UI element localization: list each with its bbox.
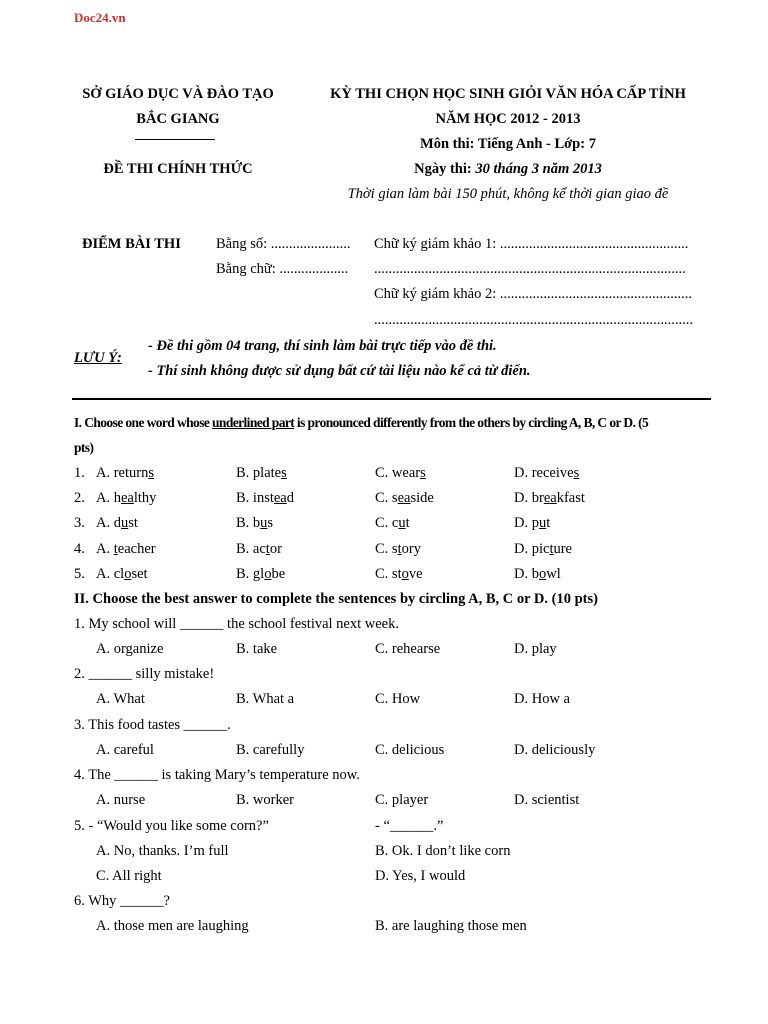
- phonetics-q4-option-d[interactable]: [514, 541, 572, 558]
- q3-option-b[interactable]: B. carefully: [236, 742, 305, 758]
- option-underlined-part: s: [420, 465, 426, 481]
- q6-stem: 6. Why ______?: [74, 893, 170, 909]
- phonetics-q1-option-b[interactable]: [236, 465, 287, 482]
- q4-option-a[interactable]: A. nurse: [96, 792, 146, 808]
- province-name: BẮC GIANG: [136, 111, 220, 127]
- q4-option-d[interactable]: D. scientist: [514, 792, 580, 808]
- option-text-pre: D. b: [514, 566, 539, 582]
- option-text-post: be: [271, 566, 286, 582]
- examiner1-signature-cont: ......................................................................................: [374, 261, 686, 277]
- official-exam-label: ĐỀ THI CHÍNH THỨC: [103, 161, 253, 177]
- option-text-pre: C. st: [375, 566, 402, 582]
- option-underlined-part: ea: [273, 490, 287, 506]
- q5-option-d[interactable]: D. Yes, I would: [375, 868, 466, 884]
- q3-option-d[interactable]: D. deliciously: [514, 742, 596, 758]
- option-text-post: st: [128, 515, 138, 531]
- score-words-field: Bằng chữ: ...................: [216, 261, 349, 277]
- option-underlined-part: t: [397, 541, 402, 557]
- option-text-post: eacher: [117, 541, 156, 557]
- section1-title-pre: I. Choose one word whose: [74, 415, 213, 430]
- section1-title-cont: pts): [74, 440, 94, 455]
- phonetics-question-number: 1.: [74, 465, 85, 481]
- option-underlined-part: o: [264, 566, 272, 582]
- option-text-post: side: [410, 490, 434, 506]
- q5-option-c[interactable]: C. All right: [96, 868, 162, 884]
- option-underlined-part: u: [538, 515, 547, 531]
- option-text-pre: B. ac: [236, 541, 266, 557]
- q6-option-a[interactable]: A. those men are laughing: [96, 918, 249, 934]
- option-text-post: ory: [401, 541, 421, 557]
- q3-stem: 3. This food tastes ______.: [74, 717, 231, 733]
- phonetics-q3-option-a[interactable]: [96, 515, 138, 532]
- subject-line: Môn thi: Tiếng Anh - Lớp: 7: [420, 136, 596, 152]
- option-text-post: d: [286, 490, 294, 506]
- option-underlined-part: s: [281, 465, 287, 481]
- phonetics-q4-option-a[interactable]: [96, 541, 156, 558]
- q2-option-d[interactable]: D. How a: [514, 691, 570, 707]
- option-underlined-part: s: [148, 465, 154, 481]
- section1-title-post: is pronounced differently from the others by circling A, B, C or D. (5: [294, 415, 649, 430]
- option-text-post: wl: [546, 566, 561, 582]
- option-underlined-part: u: [260, 515, 268, 531]
- option-text-pre: A. d: [96, 515, 121, 531]
- q1-option-a[interactable]: A. organize: [96, 641, 164, 657]
- option-text-post: t: [546, 515, 551, 531]
- option-underlined-part: t: [113, 541, 118, 557]
- exam-date-value: 30 tháng 3 năm 2013: [475, 161, 602, 177]
- phonetics-q3-option-d[interactable]: [514, 515, 550, 532]
- option-text-pre: C. wear: [375, 465, 421, 481]
- q3-option-a[interactable]: A. careful: [96, 742, 154, 758]
- option-text-pre: D. br: [514, 490, 544, 506]
- phonetics-q1-option-c[interactable]: [375, 465, 426, 482]
- note-label: LƯU Ý:: [74, 350, 122, 366]
- phonetics-question-number: 4.: [74, 541, 85, 557]
- option-text-post: lthy: [133, 490, 157, 506]
- phonetics-q5-option-b[interactable]: [236, 566, 285, 583]
- option-text-pre: A. cl: [96, 566, 125, 582]
- exam-date-label: Ngày thi:: [414, 161, 472, 177]
- option-text-post: or: [269, 541, 282, 557]
- option-text-pre: B. gl: [236, 566, 265, 582]
- option-underlined-part: u: [398, 515, 406, 531]
- option-text-pre: D. p: [514, 515, 539, 531]
- note-line-2: - Thí sinh không được sử dụng bất cứ tài liệu nào kể cả từ điển.: [148, 363, 531, 379]
- q2-stem: 2. ______ silly mistake!: [74, 666, 215, 682]
- option-text-post: set: [131, 566, 148, 582]
- score-number-field: Bằng số: ......................: [216, 236, 351, 252]
- q5-option-a[interactable]: A. No, thanks. I’m full: [96, 843, 229, 859]
- option-text-pre: C. s: [375, 541, 398, 557]
- option-text-pre: D. pic: [514, 541, 550, 557]
- examiner2-signature: Chữ ký giám khảo 2: .....................................................: [374, 286, 692, 302]
- option-text-pre: A. return: [96, 465, 149, 481]
- phonetics-q2-option-d[interactable]: [514, 490, 585, 507]
- section1-title: [74, 415, 648, 431]
- section-divider: [72, 398, 711, 400]
- phonetics-question-number: 3.: [74, 515, 85, 531]
- phonetics-question-number: 5.: [74, 566, 85, 582]
- phonetics-q2-option-c[interactable]: [375, 490, 434, 507]
- option-text-pre: C. s: [375, 490, 398, 506]
- q4-option-c[interactable]: C. player: [375, 792, 429, 808]
- q4-stem: 4. The ______ is taking Mary’s temperature now.: [74, 767, 360, 783]
- option-text-post: kfast: [556, 490, 585, 506]
- q1-stem: 1. My school will ______ the school festival next week.: [74, 616, 399, 632]
- exam-duration: Thời gian làm bài 150 phút, không kể thời gian giao đề: [347, 186, 669, 202]
- option-text-post: ve: [408, 566, 423, 582]
- phonetics-q3-option-b[interactable]: [236, 515, 273, 532]
- phonetics-q2-option-a[interactable]: [96, 490, 156, 507]
- phonetics-q1-option-d[interactable]: [514, 465, 579, 482]
- exam-title: KỲ THI CHỌN HỌC SINH GIỎI VĂN HÓA CẤP TỈNH: [330, 86, 686, 102]
- brand-logo-text: Doc24.vn: [74, 10, 126, 25]
- option-underlined-part: o: [538, 566, 547, 582]
- phonetics-q5-option-a[interactable]: [96, 566, 148, 583]
- section1-title-underlined: underlined part: [212, 415, 295, 430]
- q1-option-c[interactable]: C. rehearse: [375, 641, 441, 657]
- option-text-pre: B. inst: [236, 490, 274, 506]
- phonetics-q3-option-c[interactable]: [375, 515, 410, 532]
- phonetics-q4-option-b[interactable]: [236, 541, 282, 558]
- option-underlined-part: t: [265, 541, 270, 557]
- q5-stem-answer: - “______.”: [375, 818, 444, 834]
- option-underlined-part: ea: [543, 490, 557, 506]
- option-text-pre: A.: [96, 541, 114, 557]
- q3-option-c[interactable]: C. delicious: [375, 742, 445, 758]
- option-underlined-part: u: [120, 515, 129, 531]
- option-text-post: t: [405, 515, 410, 531]
- phonetics-q1-option-a[interactable]: [96, 465, 154, 482]
- phonetics-q5-option-c[interactable]: [375, 566, 423, 583]
- option-text-post: ure: [553, 541, 572, 557]
- q2-option-a[interactable]: A. What: [96, 691, 145, 707]
- option-underlined-part: s: [573, 465, 580, 481]
- option-underlined-part: o: [401, 566, 409, 582]
- section2-title: II. Choose the best answer to complete the sentences by circling A, B, C or D. (10 pts): [74, 591, 598, 607]
- q1-option-d[interactable]: D. play: [514, 641, 557, 657]
- q5-stem-question: 5. - “Would you like some corn?”: [74, 818, 269, 834]
- note-line-1: - Đề thi gồm 04 trang, thí sinh làm bài trực tiếp vào đề thi.: [148, 338, 497, 354]
- examiner1-signature: Chữ ký giám khảo 1: ....................................................: [374, 236, 689, 252]
- exam-date: [308, 161, 708, 178]
- phonetics-q2-option-b[interactable]: [236, 490, 294, 507]
- school-year: NĂM HỌC 2012 - 2013: [435, 111, 581, 127]
- q6-option-b[interactable]: B. are laughing those men: [375, 918, 527, 934]
- examiner2-signature-cont: ........................................................................................: [374, 312, 693, 328]
- option-text-pre: B. plate: [236, 465, 282, 481]
- phonetics-q5-option-d[interactable]: [514, 566, 561, 583]
- option-text-pre: B. b: [236, 515, 261, 531]
- option-underlined-part: t: [549, 541, 554, 557]
- option-underlined-part: ea: [120, 490, 134, 506]
- department-name: SỞ GIÁO DỤC VÀ ĐÀO TẠO: [82, 86, 274, 102]
- option-underlined-part: ea: [397, 490, 411, 506]
- option-text-pre: A. h: [96, 490, 121, 506]
- header-divider: [135, 139, 215, 140]
- score-label: ĐIỂM BÀI THI: [82, 236, 181, 252]
- q2-option-c[interactable]: C. How: [375, 691, 421, 707]
- q2-option-b[interactable]: B. What a: [236, 691, 295, 707]
- q5-option-b[interactable]: B. Ok. I don’t like corn: [375, 843, 511, 859]
- q1-option-b[interactable]: B. take: [236, 641, 278, 657]
- option-text-pre: C. c: [375, 515, 399, 531]
- option-underlined-part: o: [124, 566, 132, 582]
- phonetics-q4-option-c[interactable]: [375, 541, 421, 558]
- phonetics-question-number: 2.: [74, 490, 85, 506]
- q4-option-b[interactable]: B. worker: [236, 792, 294, 808]
- option-text-pre: D. receive: [514, 465, 574, 481]
- option-text-post: s: [267, 515, 274, 531]
